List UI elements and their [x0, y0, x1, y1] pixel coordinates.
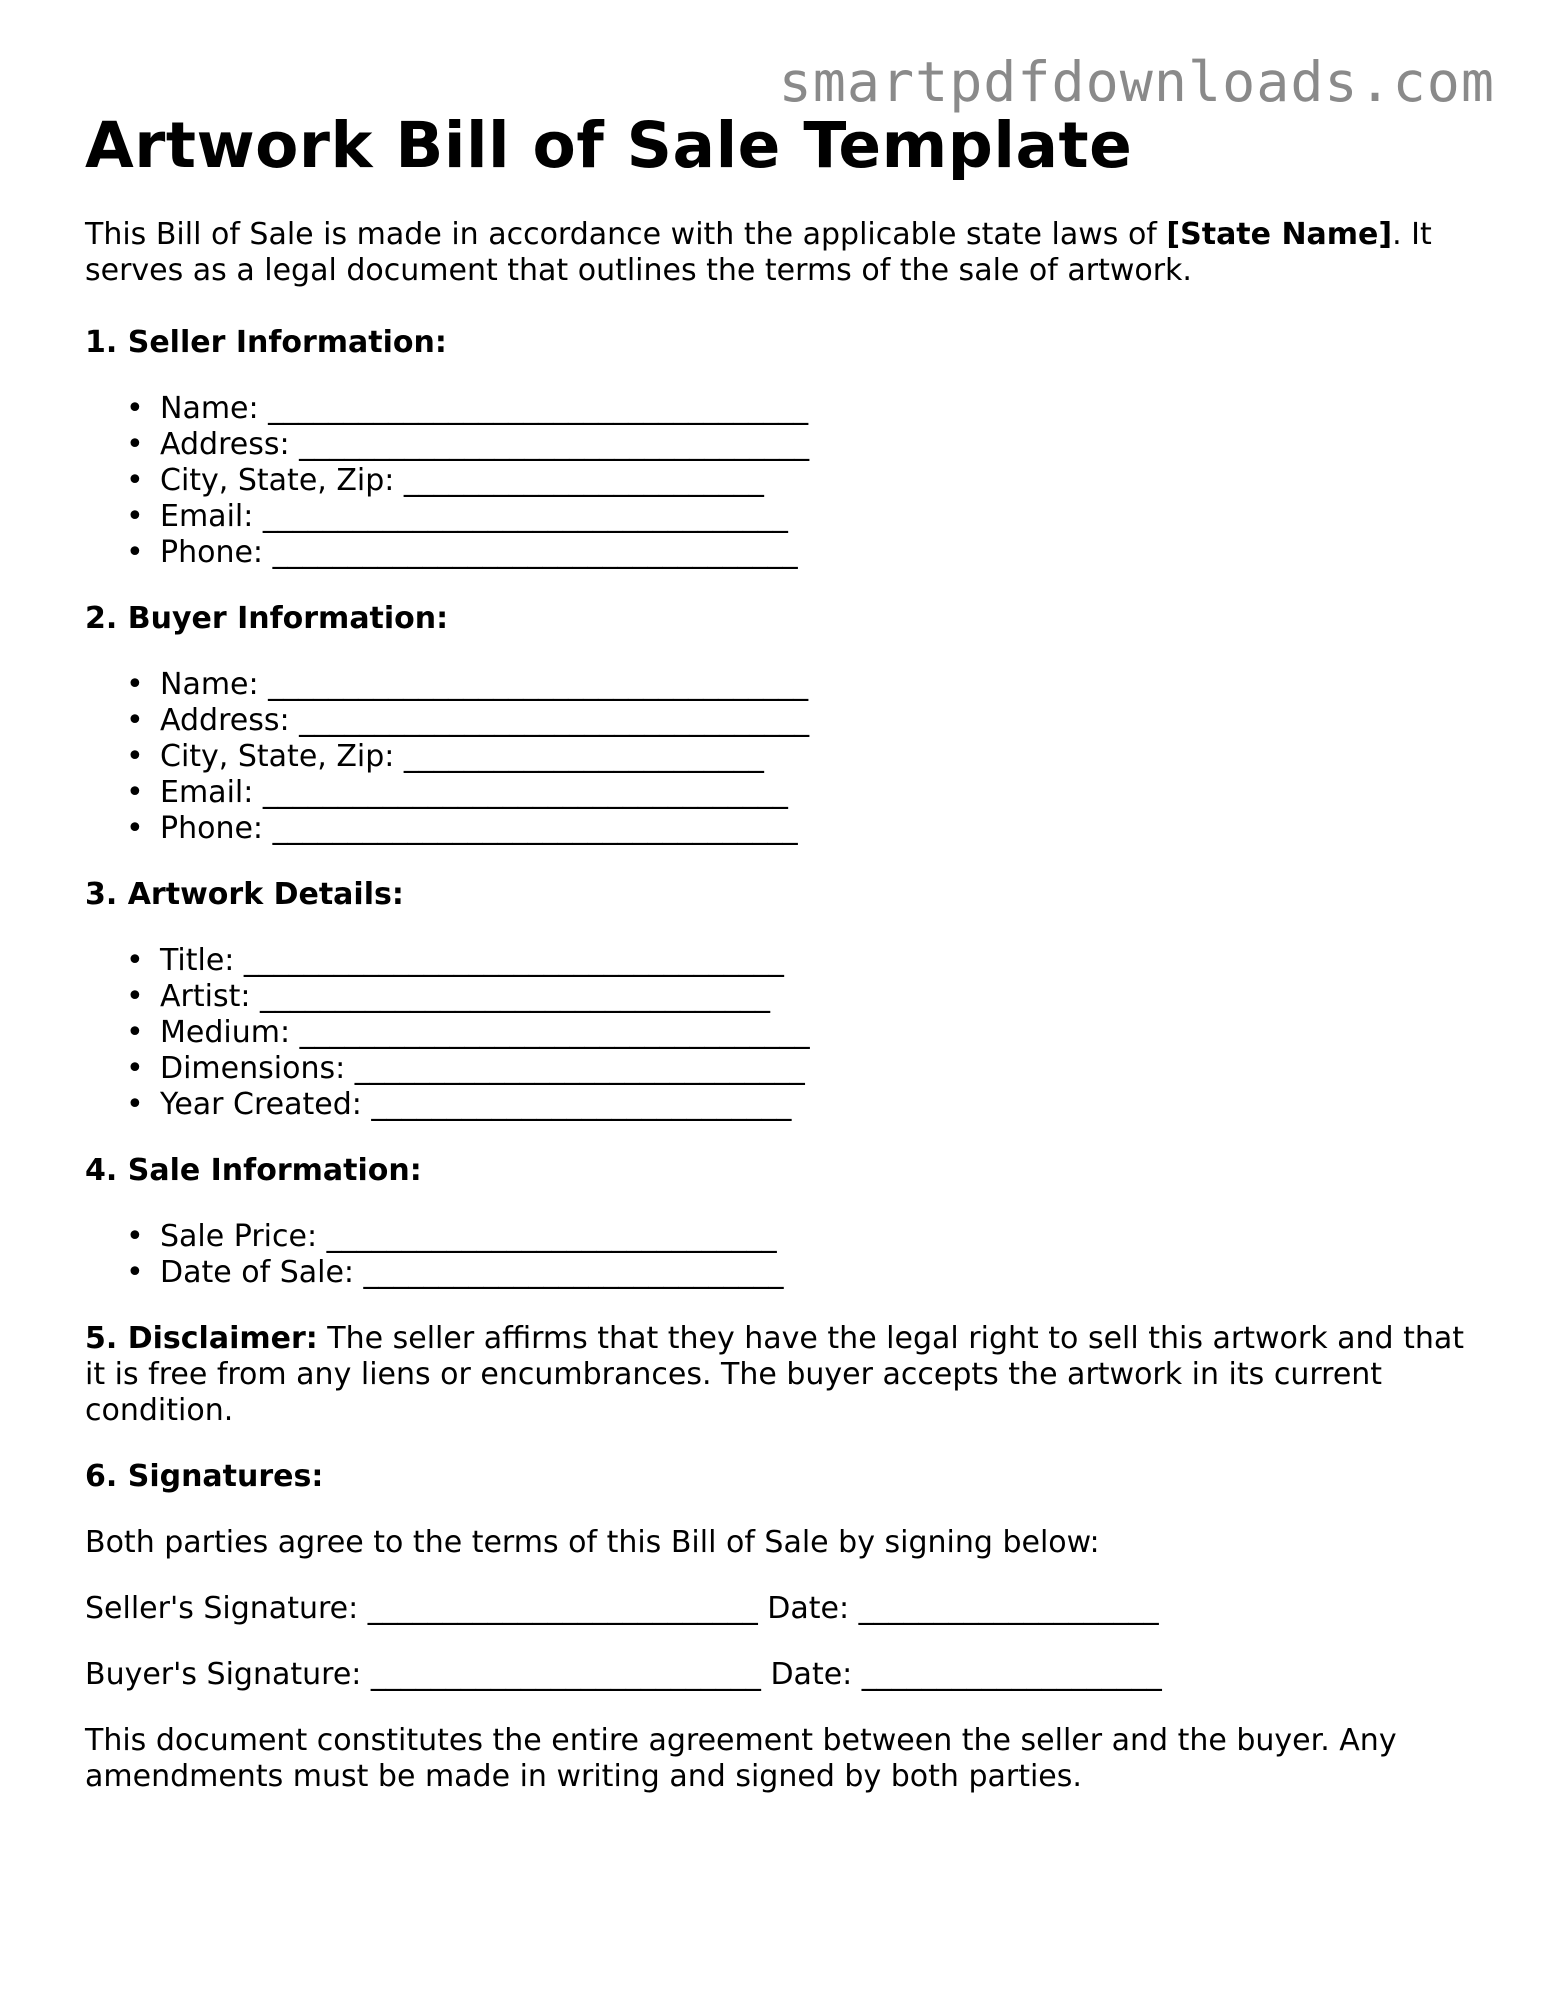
seller-address-field[interactable]: • Address: __________________________________	[126, 427, 810, 462]
seller-fields	[85, 391, 1465, 571]
watermark: smartpdfdownloads.com	[778, 50, 1495, 114]
seller-signature-line[interactable]: Seller's Signature: __________________________ Date: ____________________	[85, 1591, 1159, 1626]
artwork-dimensions-field[interactable]: • Dimensions: ______________________________	[126, 1051, 805, 1086]
sale-heading: 4. Sale Information:	[85, 1153, 422, 1188]
intro-text: This Bill of Sale is made in accordance with the applicable state laws of	[85, 217, 1167, 252]
closing-paragraph: This document constitutes the entire agreement between the seller and the buyer. Any amendments must be made in writing and signed by both parties.	[85, 1723, 1397, 1794]
artwork-title-field[interactable]: • Title: ____________________________________	[126, 943, 784, 978]
artwork-fields	[85, 943, 1465, 1123]
buyer-signature-line[interactable]: Buyer's Signature: __________________________ Date: ____________________	[85, 1657, 1162, 1692]
signatures-intro: Both parties agree to the terms of this Bill of Sale by signing below:	[85, 1525, 1100, 1560]
buyer-email-field[interactable]: • Email: ___________________________________	[126, 775, 788, 810]
sale-price-field[interactable]: • Sale Price: ______________________________	[126, 1219, 777, 1254]
document-title: Artwork Bill of Sale Template	[85, 109, 1133, 182]
state-name-placeholder: [State Name]	[1166, 217, 1393, 252]
signatures-heading: 6. Signatures:	[85, 1459, 324, 1494]
artwork-year-field[interactable]: • Year Created: ____________________________	[126, 1087, 792, 1122]
artwork-artist-field[interactable]: • Artist: __________________________________	[126, 979, 770, 1014]
disclaimer-text: The seller affirms that they have the legal right to sell this artwork and that it is free from any liens or encumbrances. The buyer accepts the artwork in its current condition.	[85, 1321, 1465, 1428]
buyer-heading: 2. Buyer Information:	[85, 601, 449, 636]
buyer-phone-field[interactable]: • Phone: ___________________________________	[126, 811, 798, 846]
sale-fields	[85, 1219, 1465, 1291]
seller-phone-field[interactable]: • Phone: ___________________________________	[126, 535, 798, 570]
sale-date-field[interactable]: • Date of Sale: ____________________________	[126, 1255, 784, 1290]
disclaimer-paragraph	[85, 1321, 1465, 1429]
intro-text-continued: . It serves as a legal document that outlines the terms of the sale of artwork.	[85, 217, 1432, 288]
intro-paragraph	[85, 217, 1465, 289]
document-page	[85, 110, 1465, 1795]
seller-city-state-zip-field[interactable]: • City, State, Zip: ________________________	[126, 463, 764, 498]
buyer-fields	[85, 667, 1465, 847]
artwork-medium-field[interactable]: • Medium: __________________________________	[126, 1015, 810, 1050]
seller-email-field[interactable]: • Email: ___________________________________	[126, 499, 788, 534]
artwork-heading: 3. Artwork Details:	[85, 877, 404, 912]
buyer-city-state-zip-field[interactable]: • City, State, Zip: ________________________	[126, 739, 764, 774]
buyer-address-field[interactable]: • Address: __________________________________	[126, 703, 810, 738]
seller-heading: 1. Seller Information:	[85, 325, 447, 360]
buyer-name-field[interactable]: • Name: ____________________________________	[126, 667, 809, 702]
seller-name-field[interactable]: • Name: ____________________________________	[126, 391, 809, 426]
disclaimer-label: 5. Disclaimer:	[85, 1321, 318, 1356]
